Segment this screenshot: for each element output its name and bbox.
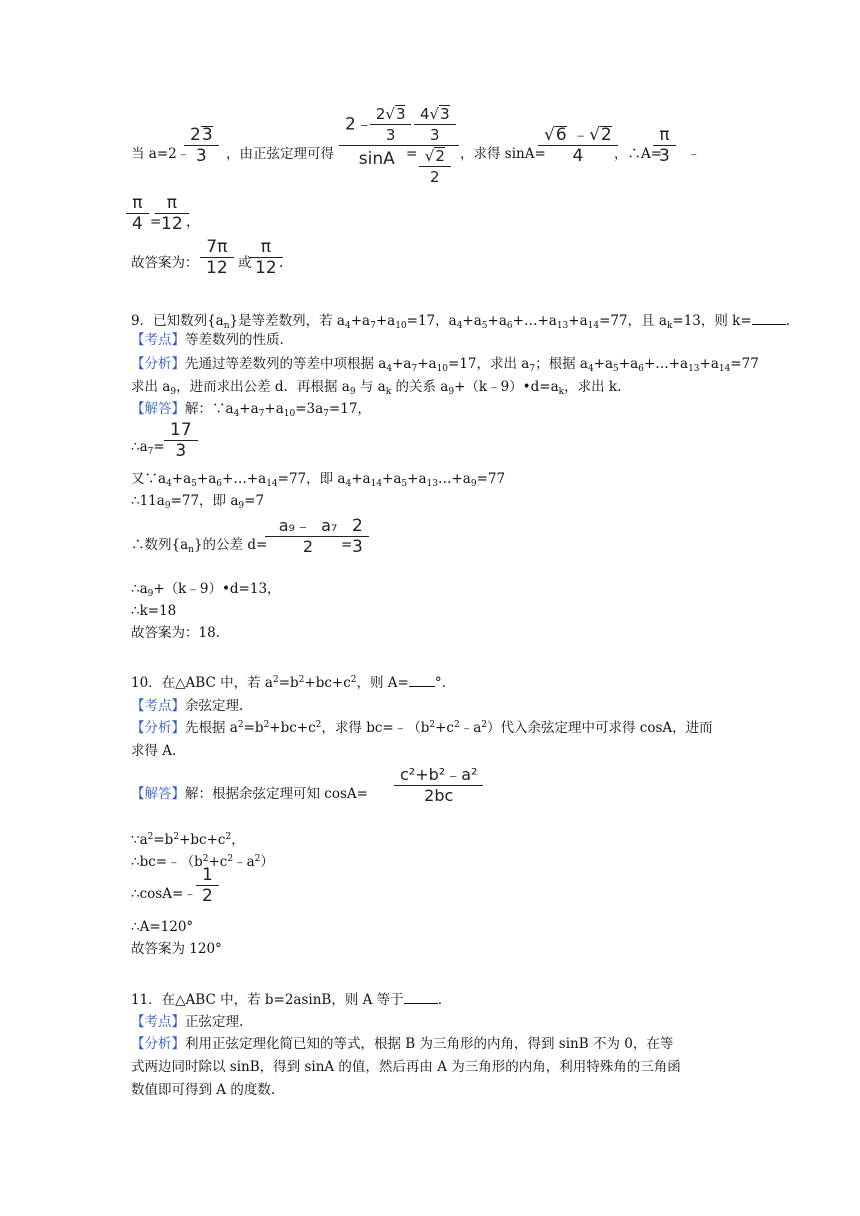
subscript: 7 bbox=[370, 321, 376, 331]
subscript: k bbox=[666, 321, 673, 331]
text-run: ∴数列{a bbox=[131, 537, 189, 553]
text-run: 3 bbox=[184, 145, 219, 166]
text-run bbox=[342, 104, 411, 145]
text-run: +a bbox=[568, 313, 588, 329]
radicand: 2 bbox=[600, 125, 612, 145]
formula-1-over-2 bbox=[199, 865, 216, 906]
q11-fenxi-3 bbox=[131, 1081, 275, 1099]
text-run: +a bbox=[171, 471, 192, 487]
text-run: c²+b²﹣a² bbox=[400, 765, 478, 784]
text-run: π bbox=[659, 125, 670, 145]
text-run: +a bbox=[462, 313, 482, 329]
text-run: +a bbox=[350, 313, 371, 329]
formula-sinA-value bbox=[541, 125, 615, 166]
text-run: ﹣ bbox=[687, 146, 701, 162]
subscript: 9 bbox=[164, 501, 171, 511]
section-tag: 【分析】 bbox=[131, 356, 185, 372]
subscript: 7 bbox=[411, 364, 418, 374]
text-run: 先根据 a bbox=[185, 720, 238, 736]
fraction bbox=[187, 125, 216, 166]
text-run: =77，即 a bbox=[170, 493, 239, 509]
q9-again-line bbox=[131, 470, 505, 488]
text-run: ，求得 sinA= bbox=[460, 146, 546, 162]
text-run: +a bbox=[351, 471, 371, 487]
formula-17-over-3 bbox=[167, 420, 195, 461]
subscript: 9 bbox=[349, 387, 356, 397]
superscript: 2 bbox=[263, 720, 270, 730]
subscript: 6 bbox=[216, 479, 223, 489]
q10-fenxi bbox=[131, 719, 713, 737]
subscript: 14 bbox=[718, 364, 731, 374]
text-run: ﹣ bbox=[572, 125, 590, 145]
text-run: +…+a bbox=[643, 356, 689, 372]
text-run: 2√3 bbox=[375, 105, 406, 123]
superscript: 2 bbox=[147, 832, 154, 842]
subscript: 5 bbox=[191, 479, 197, 489]
subscript: 9 bbox=[238, 501, 245, 511]
subscript: 7 bbox=[323, 409, 329, 419]
q9-fenxi-2 bbox=[131, 378, 621, 396]
formula-2sqrt3-over-3 bbox=[187, 125, 216, 166]
text-run: ∴a bbox=[131, 439, 148, 455]
text-run: +a bbox=[407, 471, 427, 487]
q11-kaodian bbox=[131, 1013, 243, 1031]
text-run: +bc+c bbox=[269, 720, 316, 736]
text-run: …+a bbox=[437, 471, 471, 487]
text-run: . bbox=[785, 313, 790, 329]
text-run: +a bbox=[375, 313, 396, 329]
text-run: =77，且 a bbox=[599, 313, 667, 329]
text-run bbox=[279, 254, 283, 272]
q10-fenxi-2 bbox=[131, 742, 176, 760]
text-run: 10．在△ABC 中，若 a bbox=[131, 675, 273, 691]
text-run: =13，则 k= bbox=[672, 313, 752, 329]
text-run: = bbox=[153, 439, 165, 455]
text-run: }是等差数列，若 a bbox=[229, 313, 345, 329]
formula-pi-over-12-b bbox=[252, 237, 280, 278]
answer-blank bbox=[752, 312, 786, 325]
formula-2-over-3 bbox=[349, 516, 366, 557]
text-run bbox=[414, 104, 456, 145]
text-run: ） bbox=[260, 854, 274, 870]
text-run: 等差数列的性质. bbox=[185, 332, 284, 348]
text-run: 利用正弦定理化简已知的等式，根据 B 为三角形的内角，得到 sinB 不为 0，在等 bbox=[185, 1036, 674, 1052]
text-run: √2 bbox=[424, 147, 445, 165]
text-run bbox=[226, 145, 334, 163]
formula-7pi-over-12 bbox=[203, 237, 231, 278]
text-run: °. bbox=[434, 675, 446, 691]
superscript: 2 bbox=[225, 832, 232, 842]
q9-k-line-1 bbox=[131, 580, 281, 598]
section-tag: 【考点】 bbox=[131, 332, 185, 348]
section-tag: 【考点】 bbox=[131, 1014, 185, 1030]
text-run: 2 bbox=[196, 885, 219, 906]
subscript: k bbox=[558, 387, 565, 397]
fraction bbox=[129, 193, 146, 234]
text-run: sinA bbox=[339, 145, 414, 172]
text-run: 解：∵a bbox=[185, 401, 234, 417]
text-run: . bbox=[437, 992, 442, 1008]
subscript: 7 bbox=[147, 447, 154, 457]
superscript: 2 bbox=[237, 720, 244, 730]
text-run: +a bbox=[593, 356, 614, 372]
text-run: +（k﹣9）•d=a bbox=[454, 379, 559, 395]
text-run: 求出 a bbox=[131, 379, 171, 395]
q10-l3 bbox=[131, 885, 197, 903]
section-tag: 【分析】 bbox=[131, 720, 185, 736]
subscript: 9 bbox=[147, 589, 154, 599]
text-run: =7 bbox=[244, 493, 265, 509]
fraction bbox=[397, 765, 480, 806]
text-run: 故答案为：18. bbox=[131, 625, 220, 641]
section-tag: 【解答】 bbox=[131, 786, 185, 802]
subscript: 4 bbox=[344, 321, 351, 331]
q9-fenxi bbox=[131, 355, 759, 373]
text-run: 4 bbox=[126, 213, 149, 234]
text-run: 23 bbox=[190, 125, 213, 145]
text-run: = bbox=[150, 214, 162, 230]
text-run: 当 a=2﹣ bbox=[131, 146, 191, 162]
text-run bbox=[186, 213, 200, 231]
fraction bbox=[422, 146, 448, 187]
text-run: π bbox=[166, 193, 177, 213]
text-run: ﹣a bbox=[459, 720, 482, 736]
section-tag: 【考点】 bbox=[131, 698, 185, 714]
text-run: . bbox=[279, 255, 284, 271]
q9-stem bbox=[131, 312, 790, 330]
subscript: 9 bbox=[470, 479, 477, 489]
superscript: 2 bbox=[272, 675, 279, 685]
text-run: =77 bbox=[730, 356, 759, 372]
section-tag: 【解答】 bbox=[131, 401, 185, 417]
text-run: ）代入余弦定理中可求得 cosA，进而 bbox=[487, 720, 713, 736]
fraction bbox=[158, 193, 186, 234]
text-run: =77，即 a bbox=[277, 471, 346, 487]
fraction bbox=[252, 237, 280, 278]
subscript: n bbox=[223, 321, 230, 331]
q9-k-line-2 bbox=[131, 602, 176, 620]
text-run: a₉﹣ bbox=[278, 516, 311, 535]
subscript: 14 bbox=[587, 321, 600, 331]
subscript: 9 bbox=[170, 387, 177, 397]
text-run: 2﹣ bbox=[345, 114, 373, 135]
text-run: +a bbox=[264, 401, 284, 417]
text-run: ， bbox=[186, 214, 200, 230]
text-run: 式两边同时除以 sinB，得到 sinA 的值，然后再由 A 为三角形的内角，利用特殊角的三角函 bbox=[131, 1059, 681, 1075]
text-run: 7π bbox=[206, 237, 228, 257]
q10-stem bbox=[131, 674, 446, 692]
text-run: +a bbox=[382, 471, 402, 487]
text-run: +（k﹣9）•d=13， bbox=[153, 581, 281, 597]
section-tag: 【分析】 bbox=[131, 1036, 185, 1052]
text-run: 故答案为 120° bbox=[131, 941, 222, 957]
text-run: 又∵a bbox=[131, 471, 167, 487]
subscript: k bbox=[385, 387, 392, 397]
text-run: +c bbox=[435, 720, 454, 736]
text-run: 与 a bbox=[355, 379, 386, 395]
q11-fenxi-2 bbox=[131, 1058, 681, 1076]
text-run: a₇ bbox=[321, 516, 338, 535]
text-run: 12 bbox=[155, 213, 189, 234]
text-run: ， bbox=[231, 832, 245, 848]
subscript: 14 bbox=[370, 479, 383, 489]
fraction bbox=[541, 125, 615, 166]
text-run: +c bbox=[208, 854, 228, 870]
superscript: 2 bbox=[453, 720, 460, 730]
answer-blank bbox=[409, 674, 435, 687]
text-run: =17， bbox=[328, 401, 371, 417]
formula-4sqrt3-over-sqrt2 bbox=[414, 104, 456, 187]
text-run: =b bbox=[278, 675, 299, 691]
text-run: ∴k=18 bbox=[131, 603, 177, 619]
fraction bbox=[342, 104, 411, 172]
text-run: 3 bbox=[653, 145, 676, 166]
q10-l1 bbox=[131, 831, 245, 849]
text-run: 或 bbox=[238, 255, 252, 271]
text-run: ∴a bbox=[131, 581, 148, 597]
text-run: +…+a bbox=[512, 313, 557, 329]
text-run: =b bbox=[243, 720, 264, 736]
subscript: 7 bbox=[258, 409, 265, 419]
text-run: ，则 A= bbox=[356, 675, 409, 691]
formula-sine-rule bbox=[342, 104, 411, 172]
superscript: 2 bbox=[254, 854, 261, 864]
text-run: = bbox=[341, 537, 353, 553]
formula-cosA bbox=[397, 765, 480, 806]
subscript: 13 bbox=[426, 479, 438, 489]
q11-fenxi bbox=[131, 1035, 673, 1053]
fraction bbox=[349, 516, 366, 557]
subscript: 5 bbox=[481, 321, 488, 331]
text-run: =77 bbox=[476, 471, 506, 487]
text-run: 2bc bbox=[394, 785, 483, 806]
text-run: ，∴A= bbox=[614, 146, 663, 162]
text-run: ∴cosA=﹣ bbox=[131, 886, 197, 902]
radicand: 3 bbox=[440, 105, 450, 123]
text-run: 4√3 bbox=[420, 105, 450, 123]
text-run: 余弦定理. bbox=[185, 698, 244, 714]
fraction bbox=[414, 104, 456, 187]
radicand: 3 bbox=[201, 125, 213, 145]
formula-pi-over-12 bbox=[158, 193, 186, 234]
text-run: +…+a bbox=[222, 471, 267, 487]
subscript: 4 bbox=[233, 409, 240, 419]
text-run: ∴11a bbox=[131, 493, 165, 509]
subscript: 10 bbox=[395, 321, 407, 331]
subscript: 9 bbox=[448, 387, 455, 397]
subscript: 4 bbox=[587, 364, 594, 374]
text-run bbox=[460, 145, 546, 163]
text-run: +a bbox=[417, 356, 437, 372]
text-run: 1 bbox=[202, 865, 213, 885]
fraction bbox=[656, 125, 673, 166]
subscript: 13 bbox=[556, 321, 569, 331]
text-run: 正弦定理. bbox=[185, 1014, 244, 1030]
text-run: 12 bbox=[200, 257, 234, 278]
subscript: 4 bbox=[345, 479, 352, 489]
q10-kaodian bbox=[131, 697, 243, 715]
text-run: ，求出 k. bbox=[564, 379, 622, 395]
text-run: 2 bbox=[265, 536, 351, 557]
q10-jieda bbox=[131, 785, 368, 803]
superscript: 2 bbox=[315, 720, 322, 730]
q10-answer bbox=[131, 940, 222, 958]
text-run: ∵a bbox=[131, 832, 148, 848]
subscript: 4 bbox=[166, 479, 172, 489]
text-run bbox=[276, 516, 341, 536]
text-run: 3 bbox=[414, 124, 456, 145]
subscript: 4 bbox=[456, 321, 463, 331]
text-run: 11．在△ABC 中，若 b=2asinB，则 A 等于 bbox=[131, 992, 404, 1008]
text-run: ，进而求出公差 d．再根据 a bbox=[176, 379, 350, 395]
subscript: 14 bbox=[266, 479, 278, 489]
text-run bbox=[687, 145, 701, 163]
q11-stem bbox=[131, 991, 442, 1009]
fraction bbox=[373, 104, 409, 145]
text-run: ，求得 bc=﹣（b bbox=[321, 720, 430, 736]
fraction bbox=[203, 237, 231, 278]
fraction bbox=[199, 865, 216, 906]
subscript: 10 bbox=[283, 409, 296, 419]
text-run: =3a bbox=[295, 401, 324, 417]
text-run: 2 bbox=[352, 516, 363, 536]
subscript: n bbox=[188, 545, 194, 555]
text-run: =17，a bbox=[406, 313, 457, 329]
text-run: +a bbox=[699, 356, 719, 372]
text-run: +a bbox=[239, 401, 259, 417]
superscript: 2 bbox=[350, 675, 357, 685]
subscript: 4 bbox=[386, 364, 393, 374]
text-run: 故答案为： bbox=[131, 255, 199, 271]
q9-a7-line bbox=[131, 438, 165, 456]
text-run bbox=[411, 145, 459, 187]
superscript: 2 bbox=[202, 854, 209, 864]
fraction bbox=[167, 420, 195, 461]
text-run: ∴bc=﹣（b bbox=[131, 854, 203, 870]
formula-pi-over-3 bbox=[656, 125, 673, 166]
text-run: 17 bbox=[170, 420, 192, 440]
text-run: 3 bbox=[346, 536, 369, 557]
superscript: 2 bbox=[481, 720, 487, 730]
q9-d-line bbox=[131, 536, 267, 554]
text-run: 9．已知数列{a bbox=[131, 313, 224, 329]
text-run: 3 bbox=[164, 440, 198, 461]
q8-answer bbox=[131, 254, 199, 272]
text-run: =b bbox=[153, 832, 174, 848]
fraction bbox=[268, 516, 348, 557]
text-run: 的关系 a bbox=[391, 379, 449, 395]
text-run: +bc+c bbox=[304, 675, 351, 691]
answer-blank bbox=[404, 991, 438, 1004]
subscript: 13 bbox=[688, 364, 700, 374]
subscript: 5 bbox=[613, 364, 619, 374]
superscript: 2 bbox=[429, 720, 436, 730]
formula-pi-over-4 bbox=[129, 193, 146, 234]
superscript: 2 bbox=[173, 832, 180, 842]
text-run: +a bbox=[196, 471, 217, 487]
text-run: 3 bbox=[370, 124, 412, 145]
text-run: 先通过等差数列的等差中项根据 a bbox=[185, 356, 387, 372]
subscript: 7 bbox=[529, 364, 536, 374]
superscript: 2 bbox=[227, 854, 234, 864]
text-run: 数值即可得到 A 的度数. bbox=[131, 1082, 276, 1098]
text-run: +a bbox=[392, 356, 412, 372]
q9-kaodian bbox=[131, 331, 284, 349]
q8-answer-line-1 bbox=[131, 145, 190, 163]
subscript: 6 bbox=[506, 321, 513, 331]
text-run: π bbox=[260, 237, 271, 257]
text-run: 2 bbox=[419, 166, 451, 187]
text-run: +a bbox=[487, 313, 507, 329]
text-run: ∴A=120° bbox=[131, 919, 194, 935]
subscript: 6 bbox=[638, 364, 644, 374]
formula-d-fraction bbox=[268, 516, 348, 557]
q10-l4 bbox=[131, 918, 193, 936]
q9-11a9-line bbox=[131, 492, 264, 510]
text-run: }的公差 d= bbox=[193, 537, 268, 553]
text-run: 解：根据余弦定理可知 cosA= bbox=[185, 786, 368, 802]
fraction bbox=[417, 104, 453, 145]
text-run: +bc+c bbox=[179, 832, 226, 848]
text-run: ，由正弦定理可得 bbox=[226, 146, 334, 162]
text-run: ；根据 a bbox=[535, 356, 588, 372]
text-run: √6 ﹣√2 bbox=[544, 125, 612, 145]
text-run: = bbox=[406, 146, 418, 162]
radicand: 3 bbox=[395, 105, 406, 123]
text-run: +a bbox=[618, 356, 639, 372]
superscript: 2 bbox=[298, 675, 305, 685]
q9-answer bbox=[131, 624, 220, 642]
q9-jieda bbox=[131, 400, 371, 418]
text-run: 求得 A. bbox=[131, 743, 177, 759]
text-run: 4 bbox=[538, 145, 618, 166]
subscript: 10 bbox=[436, 364, 449, 374]
text-run: π bbox=[132, 193, 143, 213]
subscript: 5 bbox=[401, 479, 408, 489]
radicand: 2 bbox=[435, 147, 445, 165]
text-run: =17，求出 a bbox=[448, 356, 530, 372]
radicand: 6 bbox=[555, 125, 567, 145]
text-run: 12 bbox=[249, 257, 283, 278]
text-run: ﹣a bbox=[233, 854, 255, 870]
